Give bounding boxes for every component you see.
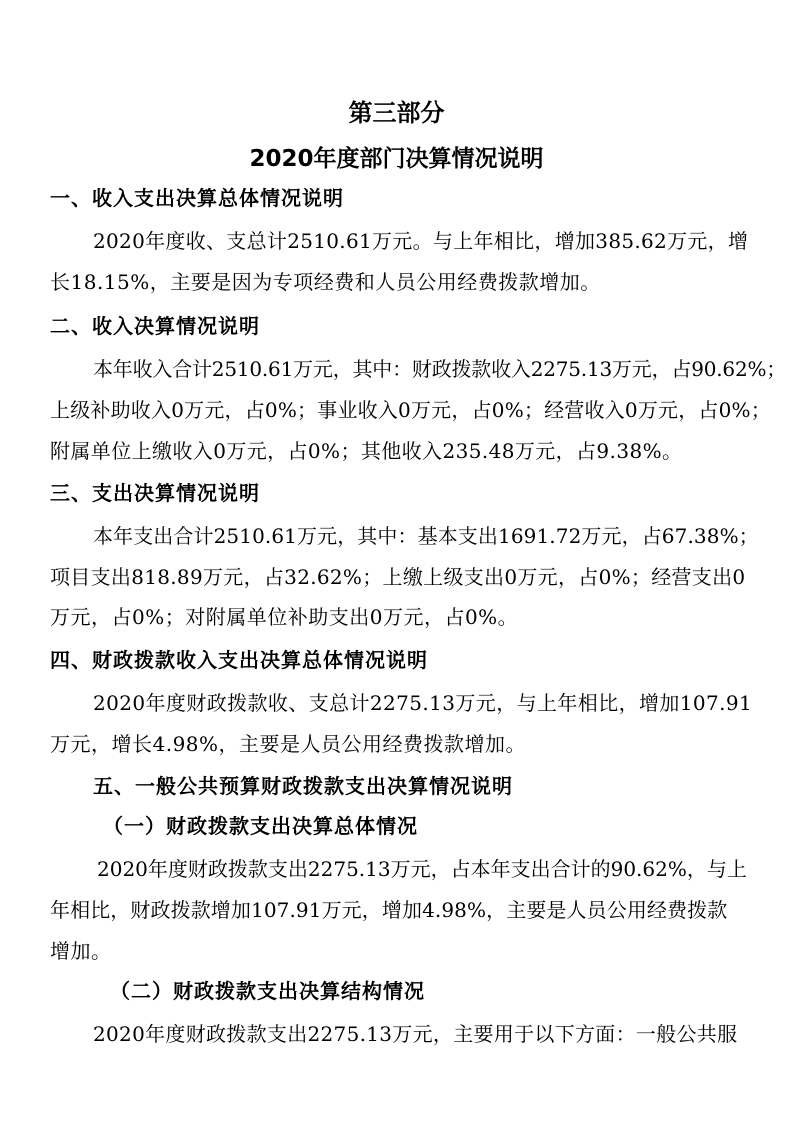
part-title: 第三部分	[348, 99, 445, 127]
subsection-1-line-1: 2020年度财政拨款支出2275.13万元，占本年支出合计的90.62%，与上	[97, 857, 747, 881]
section-4-line-2: 万元，增长4.98%，主要是人员公用经费拨款增加。	[50, 732, 527, 756]
section-2-line-1: 本年收入合计2510.61万元，其中：财政拨款收入2275.13万元，占90.62%；	[93, 357, 787, 381]
section-3-heading: 三、支出决算情况说明	[50, 481, 260, 505]
document-title: 2020年度部门决算情况说明	[249, 146, 544, 172]
subsection-2-heading: （二）财政拨款支出决算结构情况	[110, 979, 425, 1003]
subsection-1-line-3: 增加。	[50, 939, 112, 963]
section-1-line-2: 长18.15%，主要是因为专项经费和人员公用经费拨款增加。	[50, 270, 601, 294]
section-2-heading: 二、收入决算情况说明	[50, 314, 260, 338]
section-1-line-1: 2020年度收、支总计2510.61万元。与上年相比，增加385.62万元，增	[93, 229, 749, 253]
section-2-line-3: 附属单位上缴收入0万元，占0%；其他收入235.48万元，占9.38%。	[50, 439, 683, 463]
section-4-line-1: 2020年度财政拨款收、支总计2275.13万元，与上年相比，增加107.91	[93, 691, 753, 715]
subsection-1-heading: （一）财政拨款支出决算总体情况	[103, 814, 418, 838]
section-4-heading: 四、财政拨款收入支出决算总体情况说明	[50, 648, 428, 672]
section-1-heading: 一、收入支出决算总体情况说明	[50, 186, 344, 210]
section-2-line-2: 上级补助收入0万元，占0%；事业收入0万元，占0%；经营收入0万元，占0%；	[50, 398, 771, 422]
subsection-1-line-2: 年相比，财政拨款增加107.91万元，增加4.98%，主要是人员公用经费拨款	[50, 898, 728, 922]
section-3-line-2: 项目支出818.89万元，占32.62%；上缴上级支出0万元，占0%；经营支出0	[50, 565, 746, 589]
section-3-line-3: 万元，占0%；对附属单位补助支出0万元，占0%。	[50, 605, 519, 629]
subsection-2-line-1: 2020年度财政拨款支出2275.13万元，主要用于以下方面：一般公共服	[93, 1022, 738, 1046]
section-5-heading: 五、一般公共预算财政拨款支出决算情况说明	[93, 774, 513, 798]
section-3-line-1: 本年支出合计2510.61万元，其中：基本支出1691.72万元，占67.38%；	[93, 524, 759, 548]
